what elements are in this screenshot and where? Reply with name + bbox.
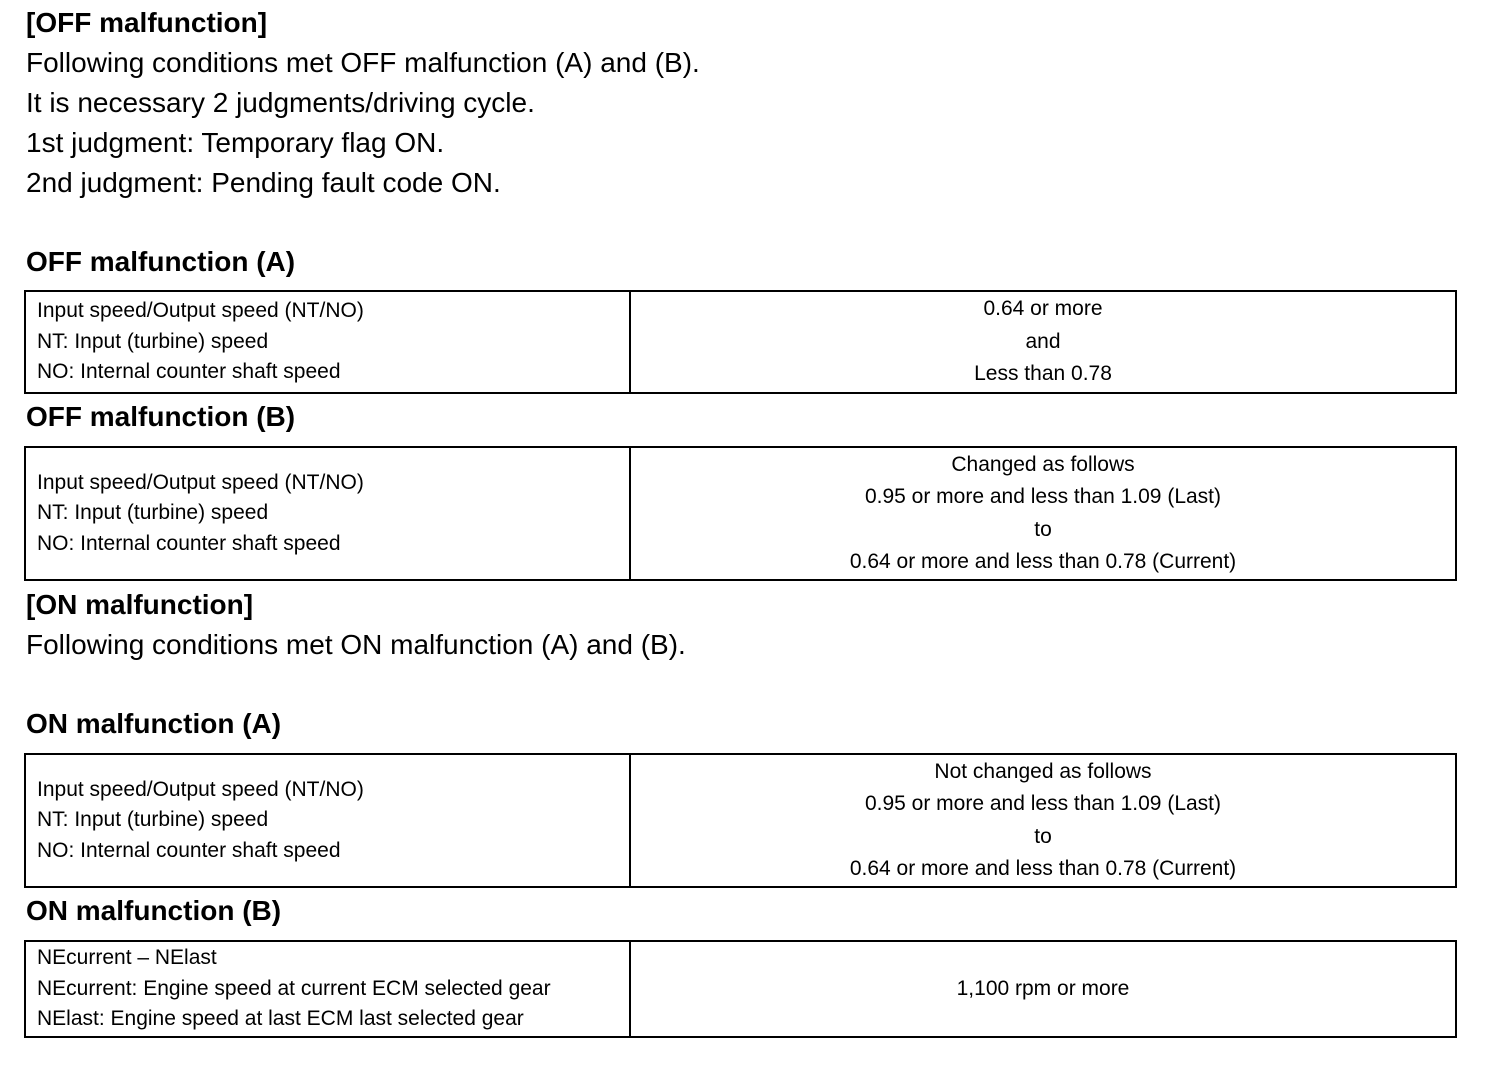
off-malfunction-a-condition-line: NO: Internal counter shaft speed — [37, 360, 341, 384]
off-malfunction-b-condition-line: NO: Internal counter shaft speed — [37, 531, 341, 555]
off-malfunction-line-3: 1st judgment: Temporary flag ON. — [26, 127, 445, 158]
on-malfunction-a-threshold-line: 0.95 or more and less than 1.09 (Last) — [864, 792, 1222, 815]
off-malfunction-line-2: It is necessary 2 judgments/driving cycle. — [26, 87, 535, 118]
on-malfunction-a-table — [24, 753, 1457, 888]
off-malfunction-a-condition-line: Input speed/Output speed (NT/NO) — [37, 299, 364, 323]
on-malfunction-b-condition-cell — [26, 942, 631, 1036]
off-malfunction-line-4: 2nd judgment: Pending fault code ON. — [26, 167, 501, 198]
off-malfunction-a-heading: OFF malfunction (A) — [26, 246, 296, 277]
off-malfunction-b-threshold-line: to — [1034, 517, 1052, 541]
off-malfunction-a-threshold-line: and — [1025, 329, 1061, 353]
off-malfunction-a-condition-line: NT: Input (turbine) speed — [37, 329, 269, 353]
off-malfunction-b-condition-line: NT: Input (turbine) speed — [37, 501, 269, 525]
off-malfunction-b-table — [24, 446, 1457, 581]
off-malfunction-line-1: Following conditions met OFF malfunction (A) and (B). — [26, 47, 700, 78]
off-malfunction-a-condition-cell — [26, 292, 631, 392]
off-malfunction-b-threshold-line: Changed as follows — [951, 452, 1135, 476]
on-malfunction-a-threshold-cell — [631, 755, 1455, 886]
off-malfunction-b-threshold-line: 0.95 or more and less than 1.09 (Last) — [864, 485, 1222, 508]
on-malfunction-b-threshold-cell — [631, 942, 1455, 1036]
off-malfunction-a-threshold-cell — [631, 292, 1455, 392]
on-malfunction-heading: [ON malfunction] — [26, 589, 254, 620]
on-malfunction-b-table — [24, 940, 1457, 1038]
on-malfunction-b-threshold-line: 1,100 rpm or more — [956, 976, 1130, 1000]
on-malfunction-a-condition-cell — [26, 755, 631, 886]
on-malfunction-a-condition-line: NO: Internal counter shaft speed — [37, 838, 341, 862]
on-malfunction-a-threshold-line: to — [1034, 824, 1052, 848]
off-malfunction-b-condition-line: Input speed/Output speed (NT/NO) — [37, 470, 364, 494]
on-malfunction-line-1: Following conditions met ON malfunction (A) and (B). — [26, 629, 686, 660]
off-malfunction-a-threshold-line: Less than 0.78 — [974, 362, 1112, 386]
off-malfunction-a-table — [24, 290, 1457, 394]
on-malfunction-a-threshold-line: Not changed as follows — [934, 759, 1152, 783]
off-malfunction-b-threshold-cell — [631, 448, 1455, 579]
on-malfunction-a-heading: ON malfunction (A) — [26, 708, 282, 739]
on-malfunction-b-condition-line: NEcurrent – NElast — [37, 946, 217, 970]
on-malfunction-a-threshold-line: 0.64 or more and less than 0.78 (Current) — [849, 857, 1237, 880]
off-malfunction-b-condition-cell — [26, 448, 631, 579]
on-malfunction-b-condition-line: NEcurrent: Engine speed at current ECM selected gear — [37, 976, 551, 1000]
off-malfunction-heading: [OFF malfunction] — [26, 7, 268, 38]
on-malfunction-a-condition-line: Input speed/Output speed (NT/NO) — [37, 777, 364, 801]
on-malfunction-a-condition-line: NT: Input (turbine) speed — [37, 808, 269, 832]
off-malfunction-a-threshold-line: 0.64 or more — [983, 297, 1103, 321]
on-malfunction-b-heading: ON malfunction (B) — [26, 895, 282, 926]
off-malfunction-b-heading: OFF malfunction (B) — [26, 401, 296, 432]
on-malfunction-b-condition-line: NElast: Engine speed at last ECM last selected gear — [37, 1007, 524, 1031]
off-malfunction-b-threshold-line: 0.64 or more and less than 0.78 (Current) — [849, 550, 1237, 573]
